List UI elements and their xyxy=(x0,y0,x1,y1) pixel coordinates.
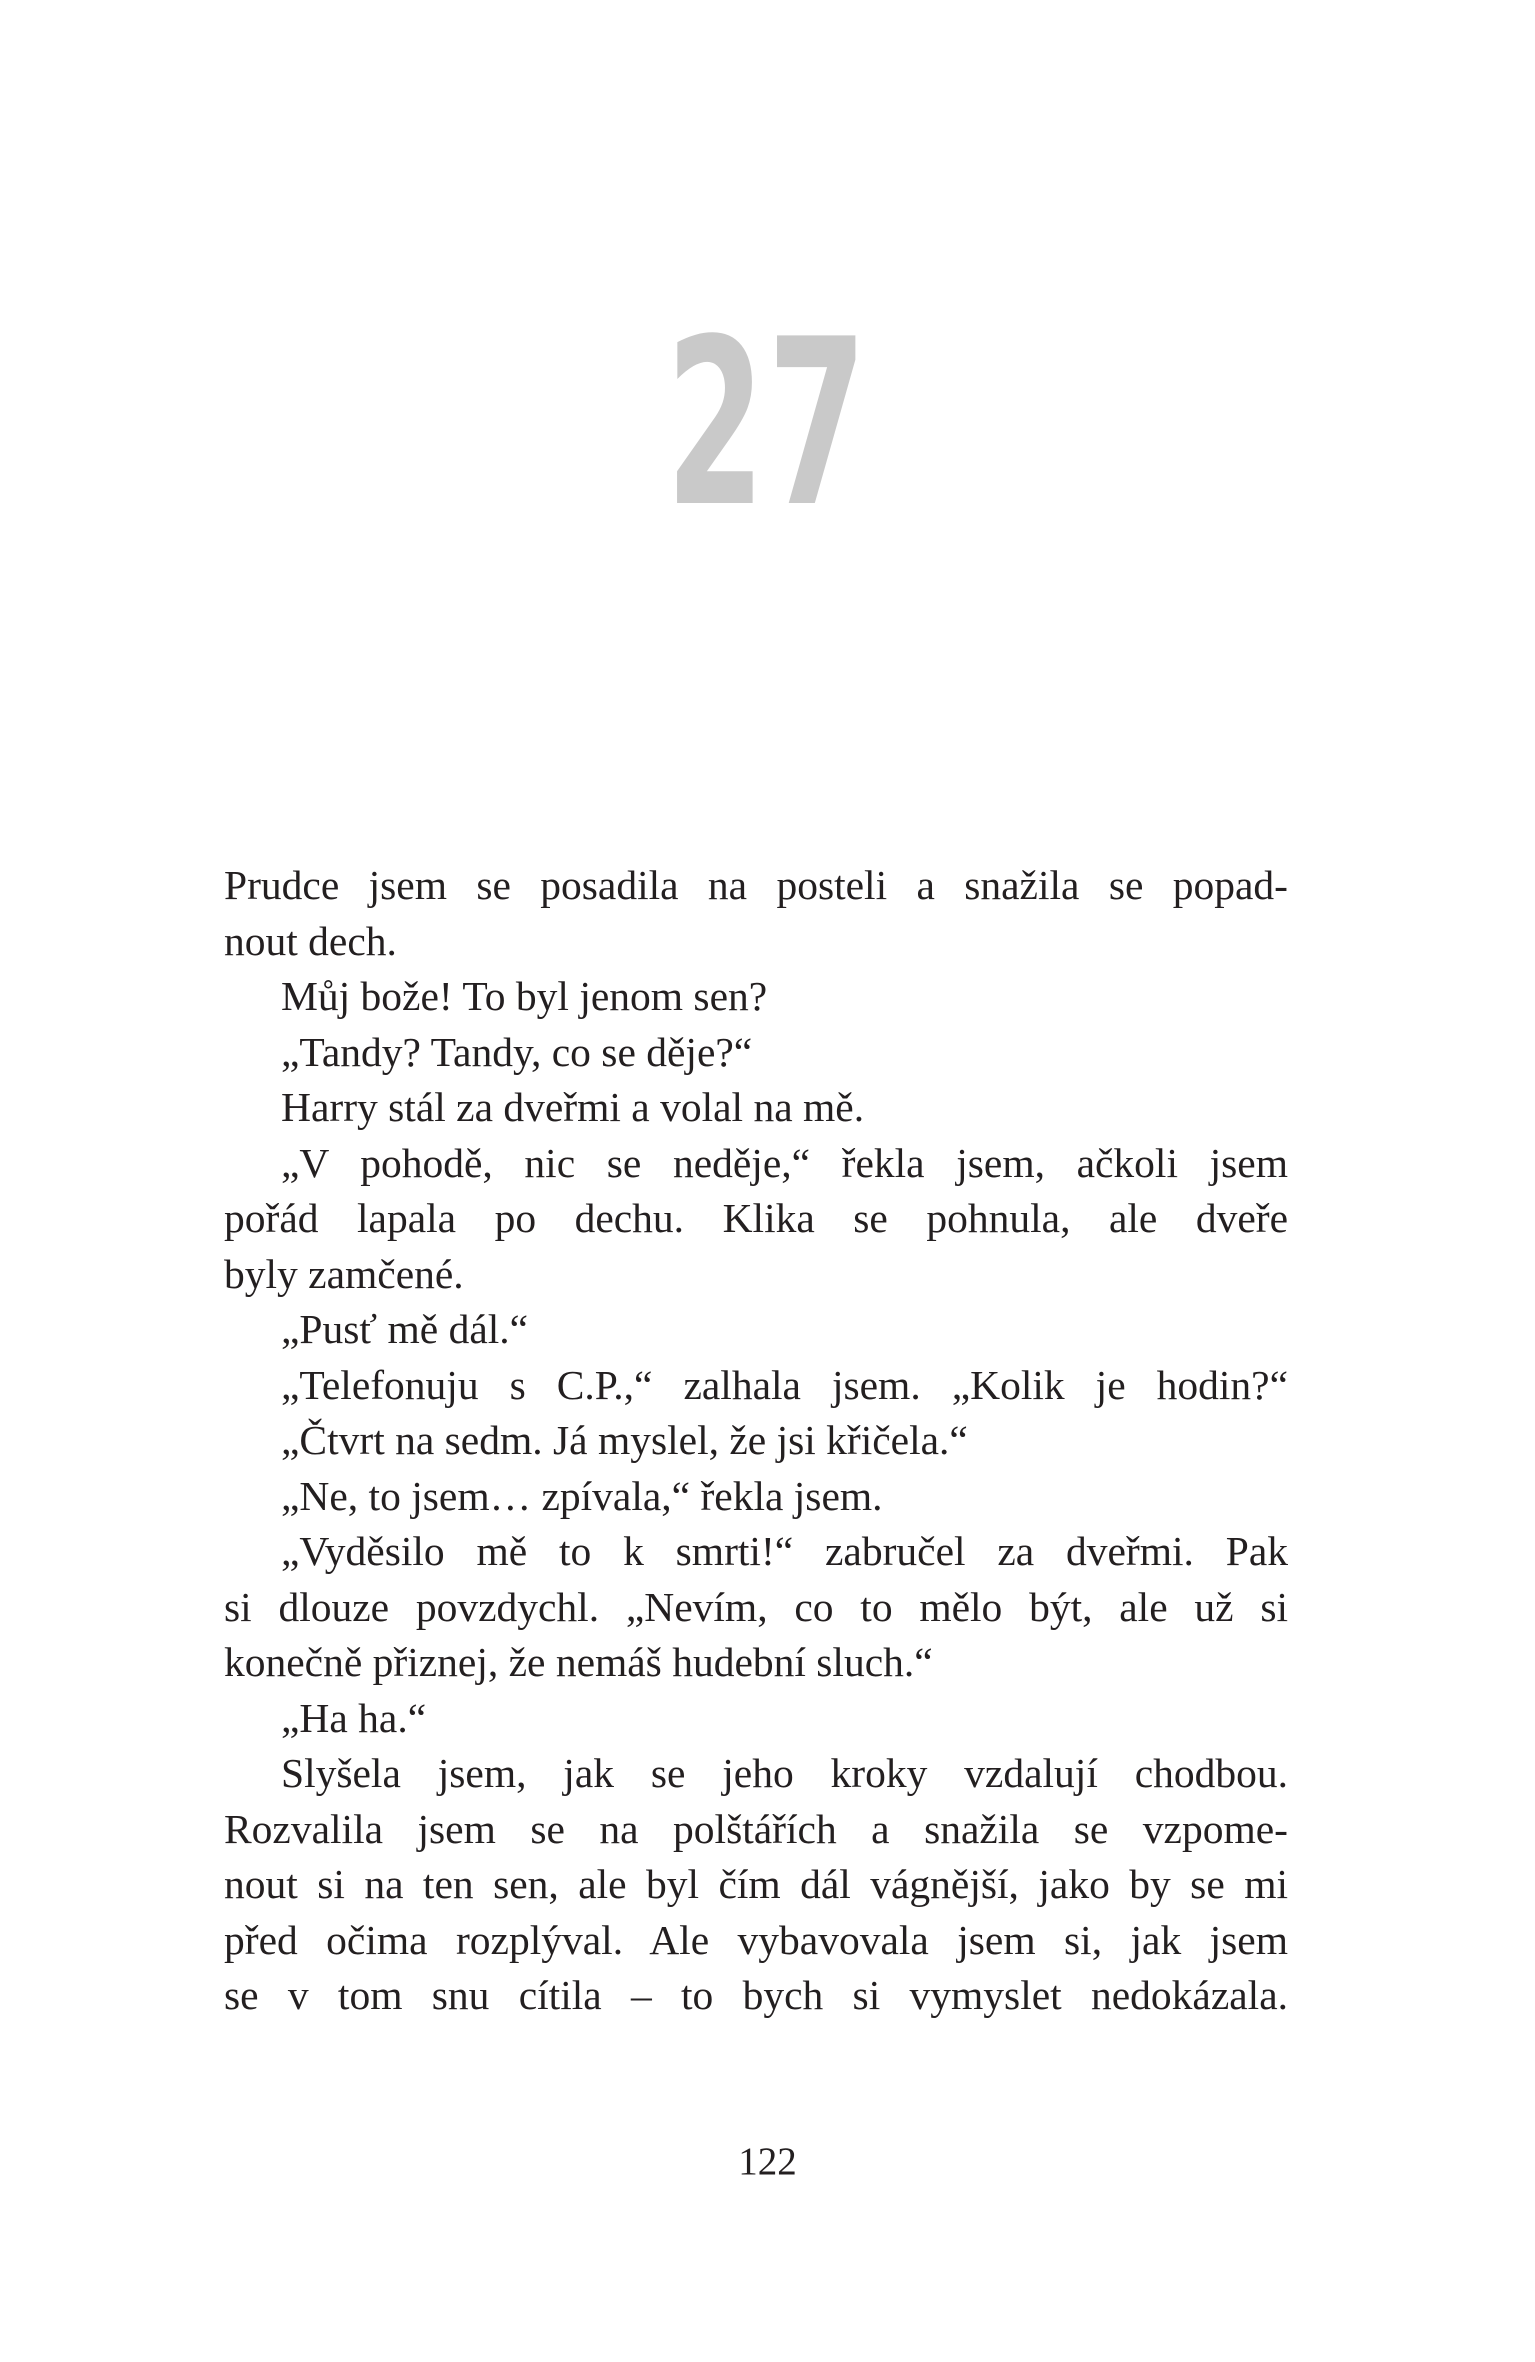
text-line: Můj bože! To byl jenom sen? xyxy=(281,973,768,1019)
page-number: 122 xyxy=(738,2140,797,2183)
chapter-number: 27 xyxy=(665,291,870,558)
body-text xyxy=(224,858,1288,2024)
text-line: „Ha ha.“ xyxy=(281,1694,427,1741)
text-line: „Čtvrt na sedm. Já myslel, že jsi křičela.“ xyxy=(281,1417,968,1463)
text-line: Rozvalila jsem se na polštářích a snažila se vzpome- xyxy=(224,1805,1288,1852)
text-line: Slyšela jsem, jak se jeho kroky vzdalují chodbou. xyxy=(281,1750,1288,1796)
text-line: „Tandy? Tandy, co se děje?“ xyxy=(281,1028,753,1075)
text-line: se v tom snu cítila – to bych si vymyslet nedokázala. xyxy=(224,1972,1288,2018)
text-line: „Pusť mě dál.“ xyxy=(281,1306,529,1352)
text-line: před očima rozplýval. Ale vybavovala jsem si, jak jsem xyxy=(224,1916,1288,1963)
text-line: Prudce jsem se posadila na posteli a snažila se popad- xyxy=(224,862,1288,908)
text-line: Harry stál za dveřmi a volal na mě. xyxy=(281,1084,865,1130)
text-line: „Telefonuju s C.P.,“ zalhala jsem. „Kolik je hodin?“ xyxy=(281,1361,1288,1408)
text-line: „Ne, to jsem… zpívala,“ řekla jsem. xyxy=(281,1472,883,1519)
text-line: pořád lapala po dechu. Klika se pohnula, ale dveře xyxy=(224,1195,1288,1241)
text-line: byly zamčené. xyxy=(224,1250,464,1297)
text-line: nout dech. xyxy=(224,917,397,964)
text-line: si dlouze povzdychl. „Nevím, co to mělo být, ale už si xyxy=(224,1583,1288,1630)
text-line: konečně přiznej, že nemáš hudební sluch.“ xyxy=(224,1639,933,1685)
text-line: „V pohodě, nic se neděje,“ řekla jsem, ačkoli jsem xyxy=(281,1139,1288,1186)
text-line: „Vyděsilo mě to k smrti!“ zabručel za dveřmi. Pak xyxy=(281,1528,1288,1574)
text-line: nout si na ten sen, ale byl čím dál vágnější, jako by se mi xyxy=(224,1861,1288,1907)
